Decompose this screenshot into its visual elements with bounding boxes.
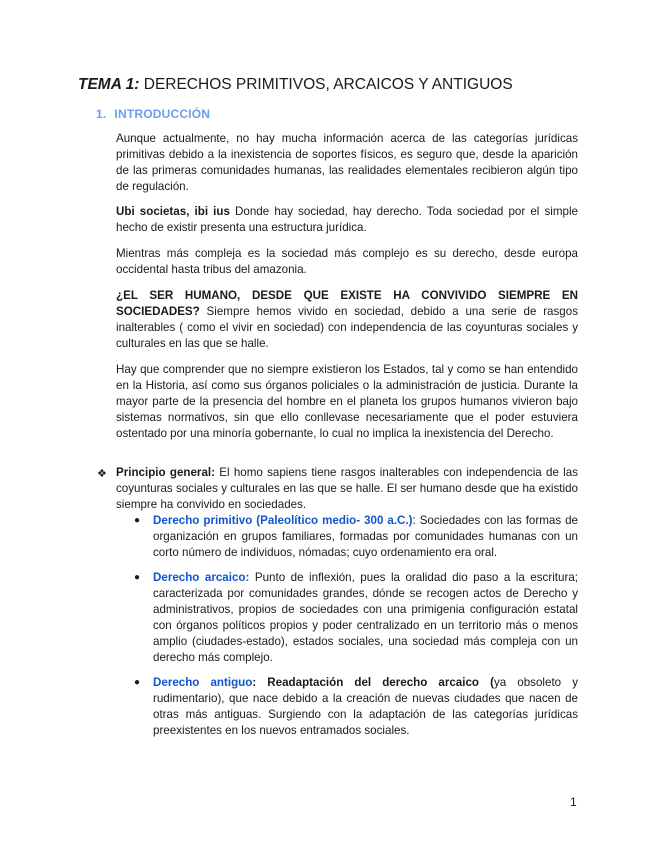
bullet-derecho-arcaico [153, 570, 578, 666]
title-text: DERECHOS PRIMITIVOS, ARCAICOS Y ANTIGUOS [139, 76, 513, 93]
diamond-bullet-icon: ❖ [97, 468, 107, 480]
principle-label: Principio general: [116, 466, 215, 479]
bullet-label: Derecho arcaico: [153, 571, 250, 584]
paragraph-3: Mientras más compleja es la sociedad más complejo es su derecho, desde europa occidental hasta tribus del amazonia. [116, 247, 578, 276]
section-number: 1. [96, 107, 107, 121]
bullet-bold-part: : Readaptación del derecho arcaico ( [252, 676, 494, 689]
bullet-text: ya obsoleto y rudimentario), que nace debido a la creación de nuevas ciudades que nacen de otras más antiguas. Surgiendo con la adaptación de las categorías jurídicas preexistentes en los nuevos entramados sociales. [153, 676, 578, 737]
paragraph-4-bold: ¿EL SER HUMANO, DESDE QUE EXISTE HA CONVIVIDO SIEMPRE EN SOCIEDADES? [116, 289, 578, 318]
paragraph-4 [116, 288, 578, 352]
paragraph-2-text: Donde hay sociedad, hay derecho. Toda sociedad por el simple hecho de existir presenta una estructura jurídica. [116, 205, 578, 234]
paragraph-2 [116, 204, 578, 236]
document-title [78, 76, 513, 94]
paragraph-1: Aunque actualmente, no hay mucha información acerca de las categorías jurídicas primitivas debido a la inexistencia de soportes físicos, es seguro que, desde la aparición de las primeras comunidades humanas, las realidades elementales recibieron algún tipo de regulación. [116, 132, 578, 193]
bullet-text: Punto de inflexión, pues la oralidad dio paso a la escritura; caracterizada por comunidades grandes, dónde se recogen actos de Derecho y administrativos, propios de sociedades con una primigenia configuración estatal con órganos políticos propios y poder centralizado en un territorio más o menos amplio (ciudades-estado), estados sociales, una sociedad más compleja con un derecho más complejo. [153, 571, 578, 664]
principle-text: El homo sapiens tiene rasgos inalterables con independencia de las coyunturas sociales y culturales en las que se halle. El ser humano desde que ha existido siempre ha convivido en sociedades. [116, 466, 578, 511]
bullet-label: Derecho primitivo (Paleolítico medio- 300 a.C.) [153, 514, 413, 527]
section-heading [96, 107, 210, 121]
bullet-dot-icon: ● [134, 572, 141, 583]
paragraph-2-bold: Ubi societas, ibi ius [116, 205, 230, 218]
page-number: 1 [570, 795, 577, 809]
bullet-derecho-primitivo [153, 513, 578, 561]
section-label: INTRODUCCIÓN [114, 107, 211, 121]
bullet-label: Derecho antiguo [153, 676, 253, 689]
title-prefix: TEMA 1: [78, 76, 140, 93]
principle-general [116, 465, 578, 513]
paragraph-4-text: Siempre hemos vivido en sociedad, debido a una serie de rasgos inalterables ( como el vivir en sociedad) con independencia de las coyunturas sociales y culturales en las que se halle. [116, 305, 578, 350]
bullet-derecho-antiguo [153, 675, 578, 739]
bullet-dot-icon: ● [134, 677, 141, 688]
bullet-dot-icon: ● [134, 515, 141, 526]
paragraph-5: Hay que comprender que no siempre existieron los Estados, tal y como se han entendido en la Historia, así como sus órganos policiales o la administración de justicia. Durante la mayor parte de la presencia del hombre en el planeta los grupos humanos vivieron bajo sistemas normativos, sin que ello conllevase necesariamente que el poder estuviera ostentado por una minoría gobernante, lo cual no implica la inexistencia del Derecho. [116, 363, 578, 440]
bullet-text: : Sociedades con las formas de organización en grupos familiares, formadas por comunidades humanas con un corto número de individuos, nómadas; cuyo ordenamiento era oral. [153, 514, 578, 559]
